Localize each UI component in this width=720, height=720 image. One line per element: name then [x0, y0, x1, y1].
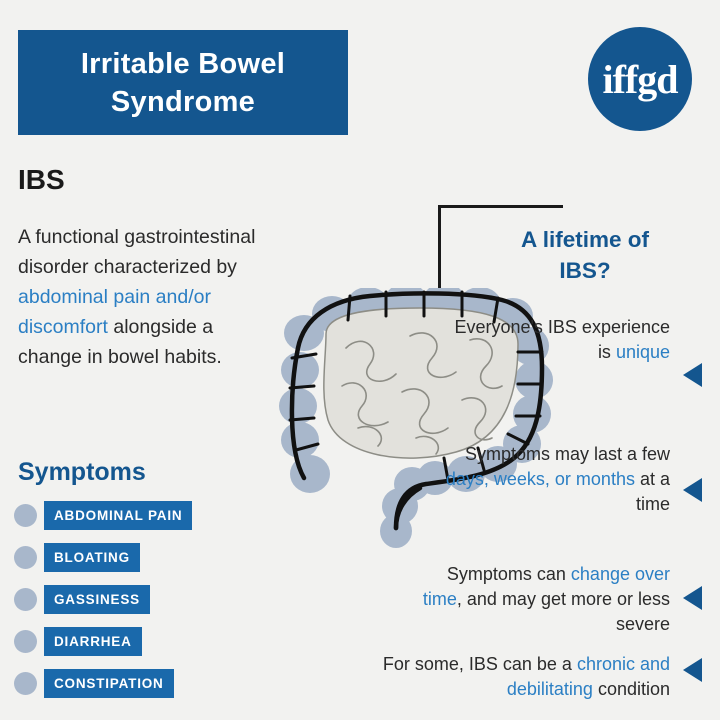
symptom-chip: BLOATING: [44, 543, 140, 572]
fact-3-part2: , and may get more or less severe: [456, 589, 670, 634]
arrow-left-icon: [683, 586, 702, 610]
fact-4-part1: For some, IBS can be a: [382, 654, 577, 674]
fact-item-2: [438, 442, 670, 517]
title-banner: [18, 30, 348, 135]
fact-item-3: [418, 562, 670, 637]
bullet-dot-icon: [14, 672, 37, 695]
iffgd-logo: [588, 27, 692, 131]
symptom-chip: CONSTIPATION: [44, 669, 174, 698]
list-item: [14, 500, 314, 531]
symptoms-heading: Symptoms: [18, 458, 146, 486]
ibs-description-part2: alongside a change in bowel habits.: [18, 316, 222, 368]
bullet-dot-icon: [14, 546, 37, 569]
bullet-dot-icon: [14, 588, 37, 611]
bullet-dot-icon: [14, 504, 37, 527]
list-item: [14, 668, 314, 699]
ibs-heading: IBS: [18, 164, 65, 195]
bullet-dot-icon: [14, 630, 37, 653]
fact-4-part2: condition: [592, 679, 670, 699]
arrow-left-icon: [683, 363, 702, 387]
title-line-2: Syndrome: [110, 85, 256, 118]
fact-2-highlight: days, weeks, or months: [445, 469, 635, 489]
fact-3-highlight: change over time: [422, 564, 670, 609]
list-item: [14, 584, 314, 615]
lifetime-heading-line2: IBS?: [559, 258, 611, 283]
symptom-chip: DIARRHEA: [44, 627, 142, 656]
lifetime-heading: [470, 224, 700, 286]
fact-item-1: [448, 315, 670, 365]
fact-2-part2: at a time: [634, 469, 670, 514]
title-line-1: Irritable Bowel: [80, 47, 286, 80]
list-item: [14, 626, 314, 657]
fact-4-highlight: chronic and debilitating: [506, 654, 670, 699]
fact-2-part1: Symptoms may last a few: [464, 444, 670, 464]
ibs-description-part1: A functional gastrointestinal disorder characterized by: [18, 226, 256, 278]
ibs-description-highlight: abdominal pain and/or discomfort: [18, 286, 211, 338]
list-item: [14, 542, 314, 573]
ibs-description: [18, 222, 280, 372]
lifetime-heading-line1: A lifetime of: [521, 227, 649, 252]
arrow-left-icon: [683, 658, 702, 682]
symptom-chip: GASSINESS: [44, 585, 150, 614]
fact-1-highlight: unique: [615, 342, 670, 362]
fact-1-part1: Everyone's IBS experience is: [454, 317, 670, 362]
symptom-chip: ABDOMINAL PAIN: [44, 501, 192, 530]
symptoms-list: [14, 500, 314, 710]
logo-text: iffgd: [602, 56, 678, 102]
fact-item-4: [358, 652, 670, 702]
arrow-left-icon: [683, 478, 702, 502]
fact-3-part1: Symptoms can: [446, 564, 571, 584]
